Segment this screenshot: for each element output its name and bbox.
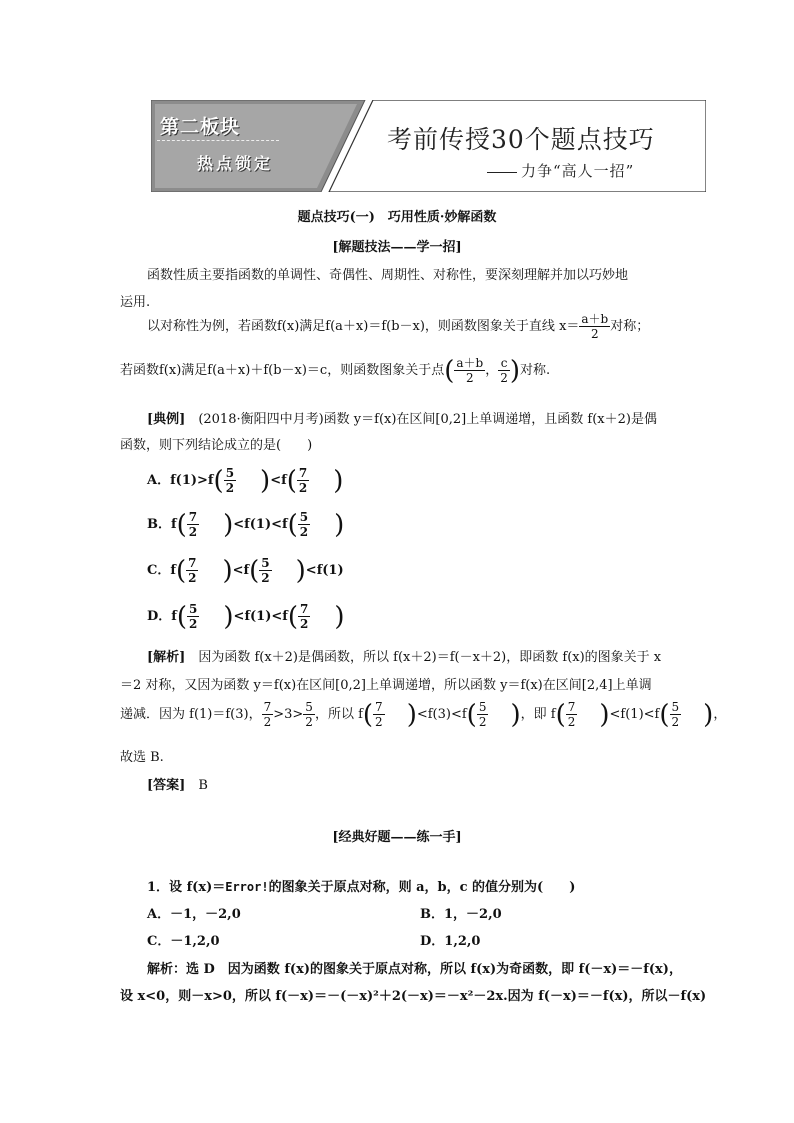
q1-solution-2: 设 x<0，则－x>0，所以 f(－x)＝－(－x)²＋2(－x)＝－x²－2x.因为 f(－x)＝－f(x)，所以－f(x): [120, 989, 707, 1004]
solution-line-4: 故选 B.: [120, 750, 164, 765]
fraction: $\frac{7}{2}$: [263, 700, 272, 729]
example-stem-1: [典例] (2018·衡阳四中月考)函数 y＝f(x)在区间[0,2]上单调递增，且函数 f(x＋2)是偶: [147, 412, 657, 427]
q1-option-c: C．－1,2,0: [147, 934, 220, 949]
para-2-text: 以对称性为例，若函数f(x)满足f(a＋x)＝f(b－x)，则函数图象关于直线 x＝: [147, 319, 580, 334]
fraction: $\frac{a+b}{2}$: [456, 356, 484, 385]
fraction: $\frac{5}{2}$: [671, 700, 680, 729]
block-label: 第二板块: [160, 116, 241, 138]
fraction: $\frac{5}{2}$: [305, 700, 313, 729]
example-option-c: C．f( $\frac{7}{2}$ )<f( $\frac{5}{2}$ )<f(1): [147, 555, 344, 586]
q1-option-a: A．－1，－2,0: [147, 907, 241, 922]
section-title: 题点技巧(一) 巧用性质·妙解函数: [297, 210, 497, 225]
fraction: $\frac{7}{2}$: [188, 510, 198, 539]
fraction: $\frac{5}{2}$: [225, 466, 235, 495]
answer-value: B: [185, 778, 208, 793]
para-1a: 函数性质主要指函数的单调性、奇偶性、周期性、对称性，要深刻理解并加以巧妙地: [147, 268, 629, 283]
banner-divider: [157, 140, 279, 141]
fraction: $\frac{5}{2}$: [189, 602, 198, 631]
fraction: $\frac{7}{2}$: [188, 556, 197, 585]
example-tag: [典例]: [147, 412, 186, 427]
fraction: $\frac{7}{2}$: [375, 700, 383, 729]
fraction: $\frac{5}{2}$: [478, 700, 487, 729]
fraction: $\frac{5}{2}$: [261, 556, 270, 585]
para-1b: 运用.: [120, 295, 151, 310]
q1-solution-1: 解析：选 D 因为函数 f(x)的图象关于原点对称，所以 f(x)为奇函数，即 f(－x)＝－f(x)，: [147, 962, 682, 977]
fraction: $\frac{7}{2}$: [298, 466, 308, 495]
section-banner: [151, 100, 706, 192]
answer-tag: [答案]: [147, 778, 186, 793]
example-option-a: A．f(1)>f( $\frac{5}{2}$ )<f( $\frac{7}{2}$ ): [147, 465, 344, 496]
solution-line-2: ＝2 对称，又因为函数 y＝f(x)在区间[0,2]上单调递增，所以函数 y＝f(x)在区间[2,4]上单调: [120, 678, 652, 693]
fraction: $\frac{c}{2}$: [500, 356, 508, 385]
example-stem-2: 函数，则下列结论成立的是( ): [120, 438, 313, 453]
error-placeholder: Error!: [225, 880, 269, 894]
solution-line-1: [解析] 因为函数 f(x＋2)是偶函数，所以 f(x＋2)＝f(－x＋2)，即函数 f(x)的图象关于 x: [147, 650, 662, 665]
block-sub-label: 热点锁定: [197, 154, 274, 173]
para-2-end: 对称；: [610, 319, 650, 334]
solution-line-3: 递减．因为 f(1)＝f(3)， $\frac{7}{2}$ >3> $\frac{5}{2}$ ，所以 f( $\frac{7}{2}$ )<f(3)<f( $\frac{5}{2}$ )，即 f( $\frac{7}{2}$ )<f(1)<f( $\frac{5}{2}$ )，: [120, 699, 727, 730]
example-option-b: B．f( $\frac{7}{2}$ )<f(1)<f( $\frac{5}{2}$ ): [147, 509, 345, 540]
practice-heading: [经典好题——练一手]: [332, 830, 462, 845]
fraction: $\frac{7}{2}$: [567, 700, 576, 729]
fraction: $\frac{7}{2}$: [300, 602, 309, 631]
subtitle-dash: [487, 172, 517, 173]
solution-tag: [解析]: [147, 650, 186, 665]
para-3: 若函数f(x)满足f(a＋x)＋f(b－x)＝c，则函数图象关于点( $\frac{a+b}{2}$ ， $\frac{c}{2}$ )对称.: [120, 355, 551, 386]
answer-line: [147, 774, 208, 793]
q1-option-b: B．1，－2,0: [420, 907, 502, 922]
example-option-d: D．f( $\frac{5}{2}$ )<f(1)<f( $\frac{7}{2}$ ): [147, 601, 345, 632]
method-heading: [解题技法——学一招]: [332, 240, 462, 255]
fraction: $\frac{5}{2}$: [299, 510, 309, 539]
subtitle-text: 力争“高人一招”: [521, 162, 635, 180]
banner-subtitle: [487, 160, 634, 181]
fraction: $\frac{a+b}{2}$: [581, 312, 609, 341]
q1-option-d: D．1,2,0: [420, 934, 481, 949]
banner-title: 考前传授30个题点技巧: [387, 125, 655, 154]
question-1: 1．设 f(x)＝Error!的图象关于原点对称，则 a，b，c 的值分别为( ): [147, 880, 576, 895]
para-2: [147, 312, 649, 341]
